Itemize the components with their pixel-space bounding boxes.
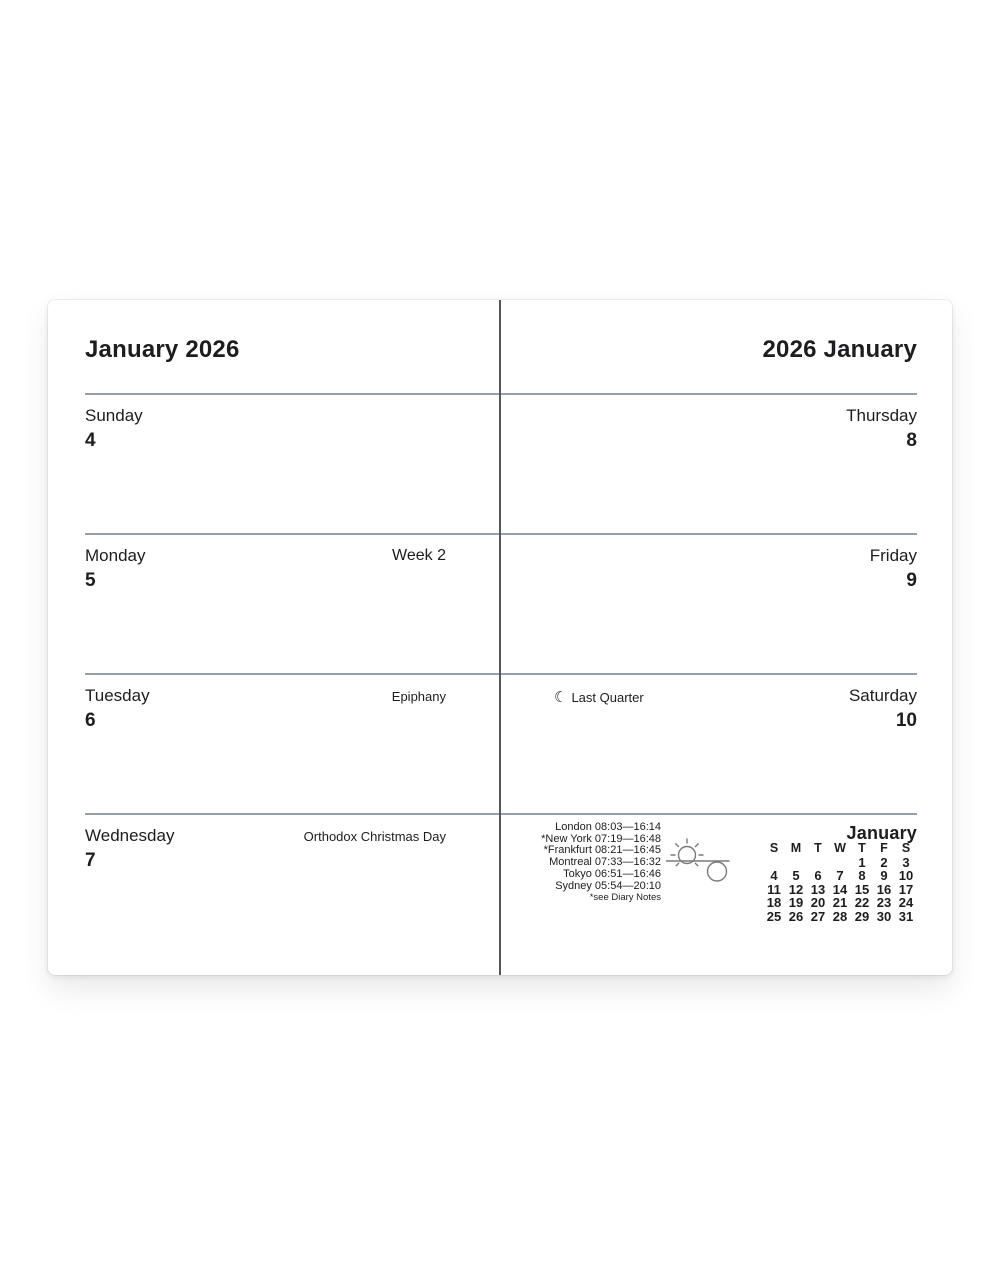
- mini-cal-day: [785, 856, 807, 870]
- sun-time-line: Tokyo 06:51—16:46: [563, 867, 661, 880]
- holiday-note: Orthodox Christmas Day: [303, 829, 446, 844]
- holiday-note: Epiphany: [391, 689, 446, 704]
- sun-time-line: Montreal 07:33—16:32: [549, 856, 661, 869]
- sunrise-sunset-icon: [666, 829, 746, 889]
- mini-cal-day: 24: [898, 895, 914, 910]
- day-number: 4: [85, 429, 96, 451]
- mini-cal-day: 19: [788, 895, 804, 910]
- day-name: Saturday: [848, 686, 917, 705]
- mini-cal-day: [807, 856, 829, 870]
- mini-cal-day: 27: [810, 908, 826, 924]
- mini-cal-day: 8: [858, 868, 866, 883]
- day-row-sunday: [85, 393, 499, 533]
- last-quarter-moon-icon: ☾: [554, 689, 568, 706]
- sunrise-sunset-times: [501, 822, 661, 903]
- almanac-row: [501, 813, 917, 975]
- mini-cal-day: 26: [788, 908, 804, 924]
- mini-cal-day: 7: [836, 868, 844, 883]
- weekday-header: T: [858, 841, 866, 855]
- left-day-rows: [85, 393, 499, 975]
- mini-cal-day: 15: [854, 881, 870, 897]
- day-row-friday: [501, 533, 917, 673]
- day-row-wednesday: [85, 813, 499, 975]
- mini-cal-day: 3: [902, 854, 910, 870]
- right-day-rows: [501, 393, 917, 975]
- mini-cal-day: 13: [810, 881, 826, 897]
- mini-cal-day: 12: [788, 881, 804, 897]
- mini-cal-day: 4: [770, 868, 778, 883]
- day-name: Thursday: [846, 406, 917, 425]
- day-row-tuesday: [85, 673, 499, 813]
- mini-cal-day: 31: [898, 908, 914, 924]
- day-name: Monday: [85, 546, 146, 565]
- day-number: 8: [906, 429, 917, 451]
- mini-cal-day: 11: [767, 881, 781, 897]
- day-number: 10: [895, 709, 917, 731]
- day-name: Tuesday: [85, 686, 150, 705]
- mini-cal-day: 2: [880, 854, 888, 870]
- day-row-thursday: [501, 393, 917, 533]
- right-page-title: 2026 January: [762, 336, 917, 363]
- moon-phase-note: [554, 688, 644, 706]
- sun-time-line: *Frankfurt 08:21—16:45: [543, 844, 661, 857]
- day-row-saturday: [501, 673, 917, 813]
- mini-cal-day: 1: [858, 854, 866, 870]
- week-number-label: Week 2: [392, 547, 446, 564]
- mini-cal-day: 20: [810, 895, 826, 910]
- day-name: Wednesday: [85, 826, 175, 845]
- mini-cal-day: 9: [880, 868, 888, 883]
- mini-cal-day: 28: [832, 908, 848, 924]
- mini-month-calendar: [763, 824, 917, 923]
- day-number: 6: [85, 709, 96, 731]
- day-number: 5: [85, 569, 96, 591]
- weekday-header: M: [790, 841, 802, 855]
- day-name: Sunday: [85, 406, 143, 425]
- mini-cal-day: 16: [876, 881, 892, 897]
- mini-cal-day: [829, 856, 851, 870]
- left-page-title: January 2026: [85, 336, 240, 363]
- weekday-header: T: [814, 841, 822, 855]
- mini-cal-day: 25: [766, 908, 782, 924]
- day-row-monday: [85, 533, 499, 673]
- moon-phase-label: Last Quarter: [571, 690, 644, 705]
- mini-calendar-month-title: January: [846, 823, 917, 843]
- left-page: [48, 300, 500, 975]
- mini-calendar-grid: [763, 842, 917, 923]
- right-page: [500, 300, 952, 975]
- day-number: 9: [906, 569, 917, 591]
- day-number: 7: [85, 849, 96, 871]
- sun-time-line: London 08:03—16:14: [555, 821, 661, 833]
- weekday-header: F: [880, 841, 888, 855]
- mini-cal-day: 17: [898, 881, 914, 897]
- mini-cal-day: 22: [854, 895, 870, 910]
- weekday-header: W: [834, 841, 846, 855]
- mini-cal-day: 10: [898, 868, 914, 883]
- day-name: Friday: [869, 546, 917, 565]
- sun-time-line: Sydney 05:54—20:10: [555, 879, 661, 892]
- mini-cal-day: 29: [854, 908, 870, 924]
- mini-cal-day: 14: [832, 881, 848, 897]
- mini-cal-day: [763, 856, 785, 870]
- diary-notes-footnote: *see Diary Notes: [589, 892, 661, 904]
- mini-cal-day: 18: [766, 895, 782, 910]
- weekday-header: S: [769, 841, 779, 855]
- mini-cal-day: 5: [792, 868, 800, 883]
- sun-time-line: *New York 07:19—16:48: [541, 832, 661, 845]
- mini-cal-day: 6: [814, 868, 822, 883]
- weekday-header: S: [901, 841, 911, 855]
- mini-cal-day: 23: [876, 895, 892, 910]
- mini-cal-day: 21: [832, 895, 848, 910]
- mini-cal-day: 30: [876, 908, 892, 924]
- diary-week-spread: [48, 300, 952, 975]
